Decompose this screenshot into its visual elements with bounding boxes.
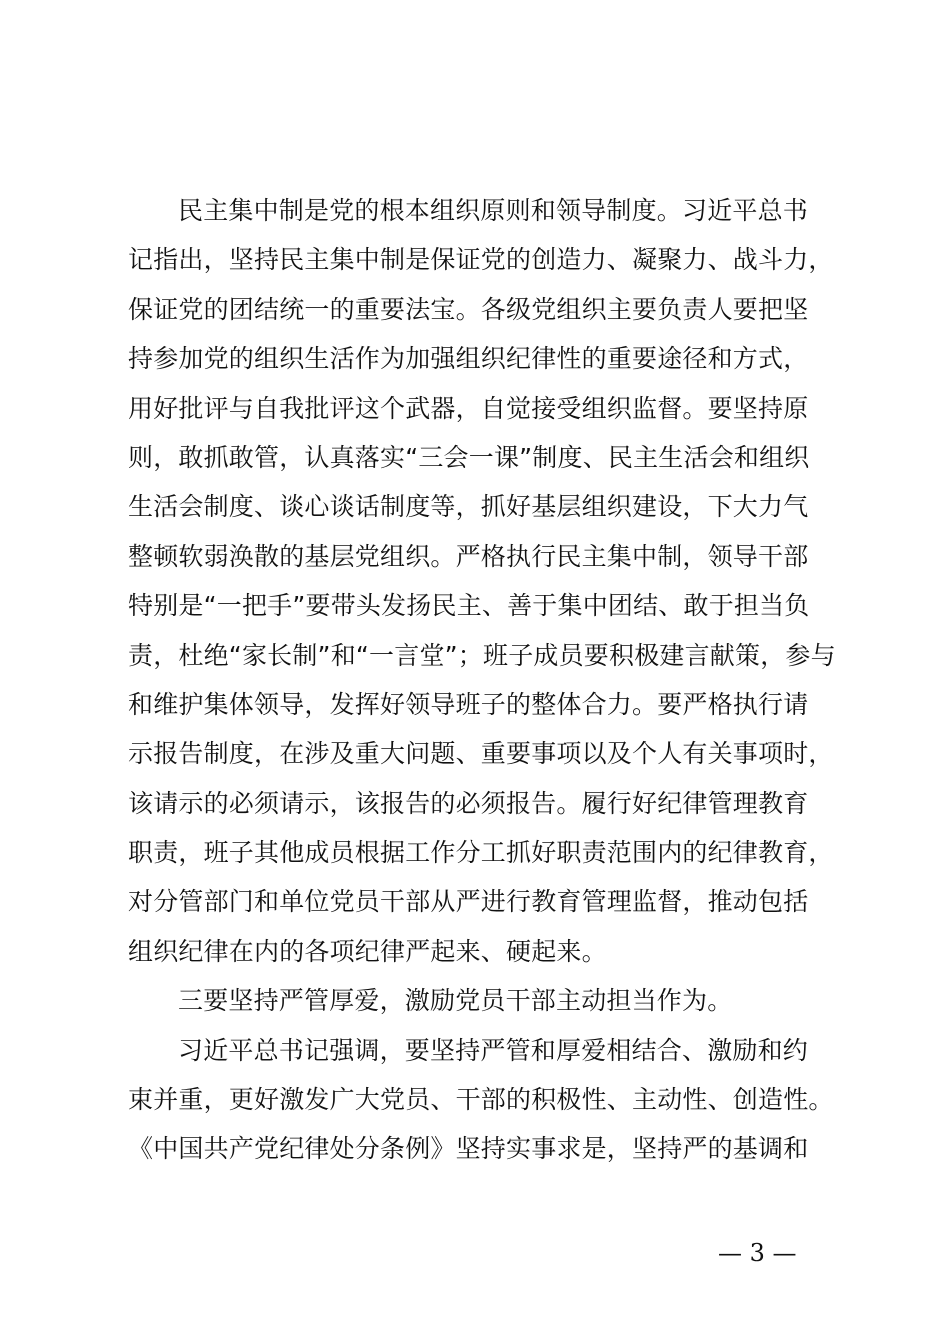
text-line: 生活会制度、谈心谈话制度等，抓好基层组织建设，下大力气 (128, 492, 809, 522)
text-line: 特别是“一把手”要带头发扬民主、善于集中团结、敢于担当负 (128, 591, 810, 621)
document-body (128, 186, 868, 1174)
text-line: 整顿软弱涣散的基层党组织。严格执行民主集中制，领导干部 (128, 541, 809, 571)
section-heading-line: 三要坚持严管厚爱，激励党员干部主动担当作为。 (178, 986, 733, 1016)
text-line: 用好批评与自我批评这个武器，自觉接受组织监督。要坚持原 (128, 393, 809, 423)
text-line: 该请示的必须请示，该报告的必须报告。履行好纪律管理教育 (128, 788, 809, 818)
text-line: 保证党的团结统一的重要法宝。各级党组织主要负责人要把坚 (128, 294, 809, 324)
text-line: 则，敢抓敢管，认真落实“三会一课”制度、民主生活会和组织 (128, 442, 810, 472)
text-line: 对分管部门和单位党员干部从严进行教育管理监督，推动包括 (128, 887, 809, 917)
text-line: 和维护集体领导，发挥好领导班子的整体合力。要严格执行请 (128, 689, 809, 719)
text-line: 组织纪律在内的各项纪律严起来、硬起来。 (128, 936, 607, 966)
page-number: — 3 — (718, 1239, 797, 1267)
text-line: 民主集中制是党的根本组织原则和领导制度。习近平总书 (178, 196, 809, 225)
text-line: 示报告制度，在涉及重大问题、重要事项以及个人有关事项时， (128, 739, 834, 769)
text-line: 《中国共产党纪律处分条例》坚持实事求是，坚持严的基调和 (128, 1134, 809, 1164)
text-line: 束并重，更好激发广大党员、干部的积极性、主动性、创造性。 (128, 1085, 834, 1115)
text-line: 记指出，坚持民主集中制是保证党的创造力、凝聚力、战斗力， (128, 245, 834, 275)
text-line: 职责，班子其他成员根据工作分工抓好职责范围内的纪律教育， (128, 838, 834, 868)
text-line: 习近平总书记强调，要坚持严管和厚爱相结合、激励和约 (178, 1035, 809, 1065)
text-line: 持参加党的组织生活作为加强组织纪律性的重要途径和方式， (128, 344, 809, 374)
text-line: 责，杜绝“家长制”和“一言堂”；班子成员要积极建言献策，参与 (128, 640, 836, 670)
